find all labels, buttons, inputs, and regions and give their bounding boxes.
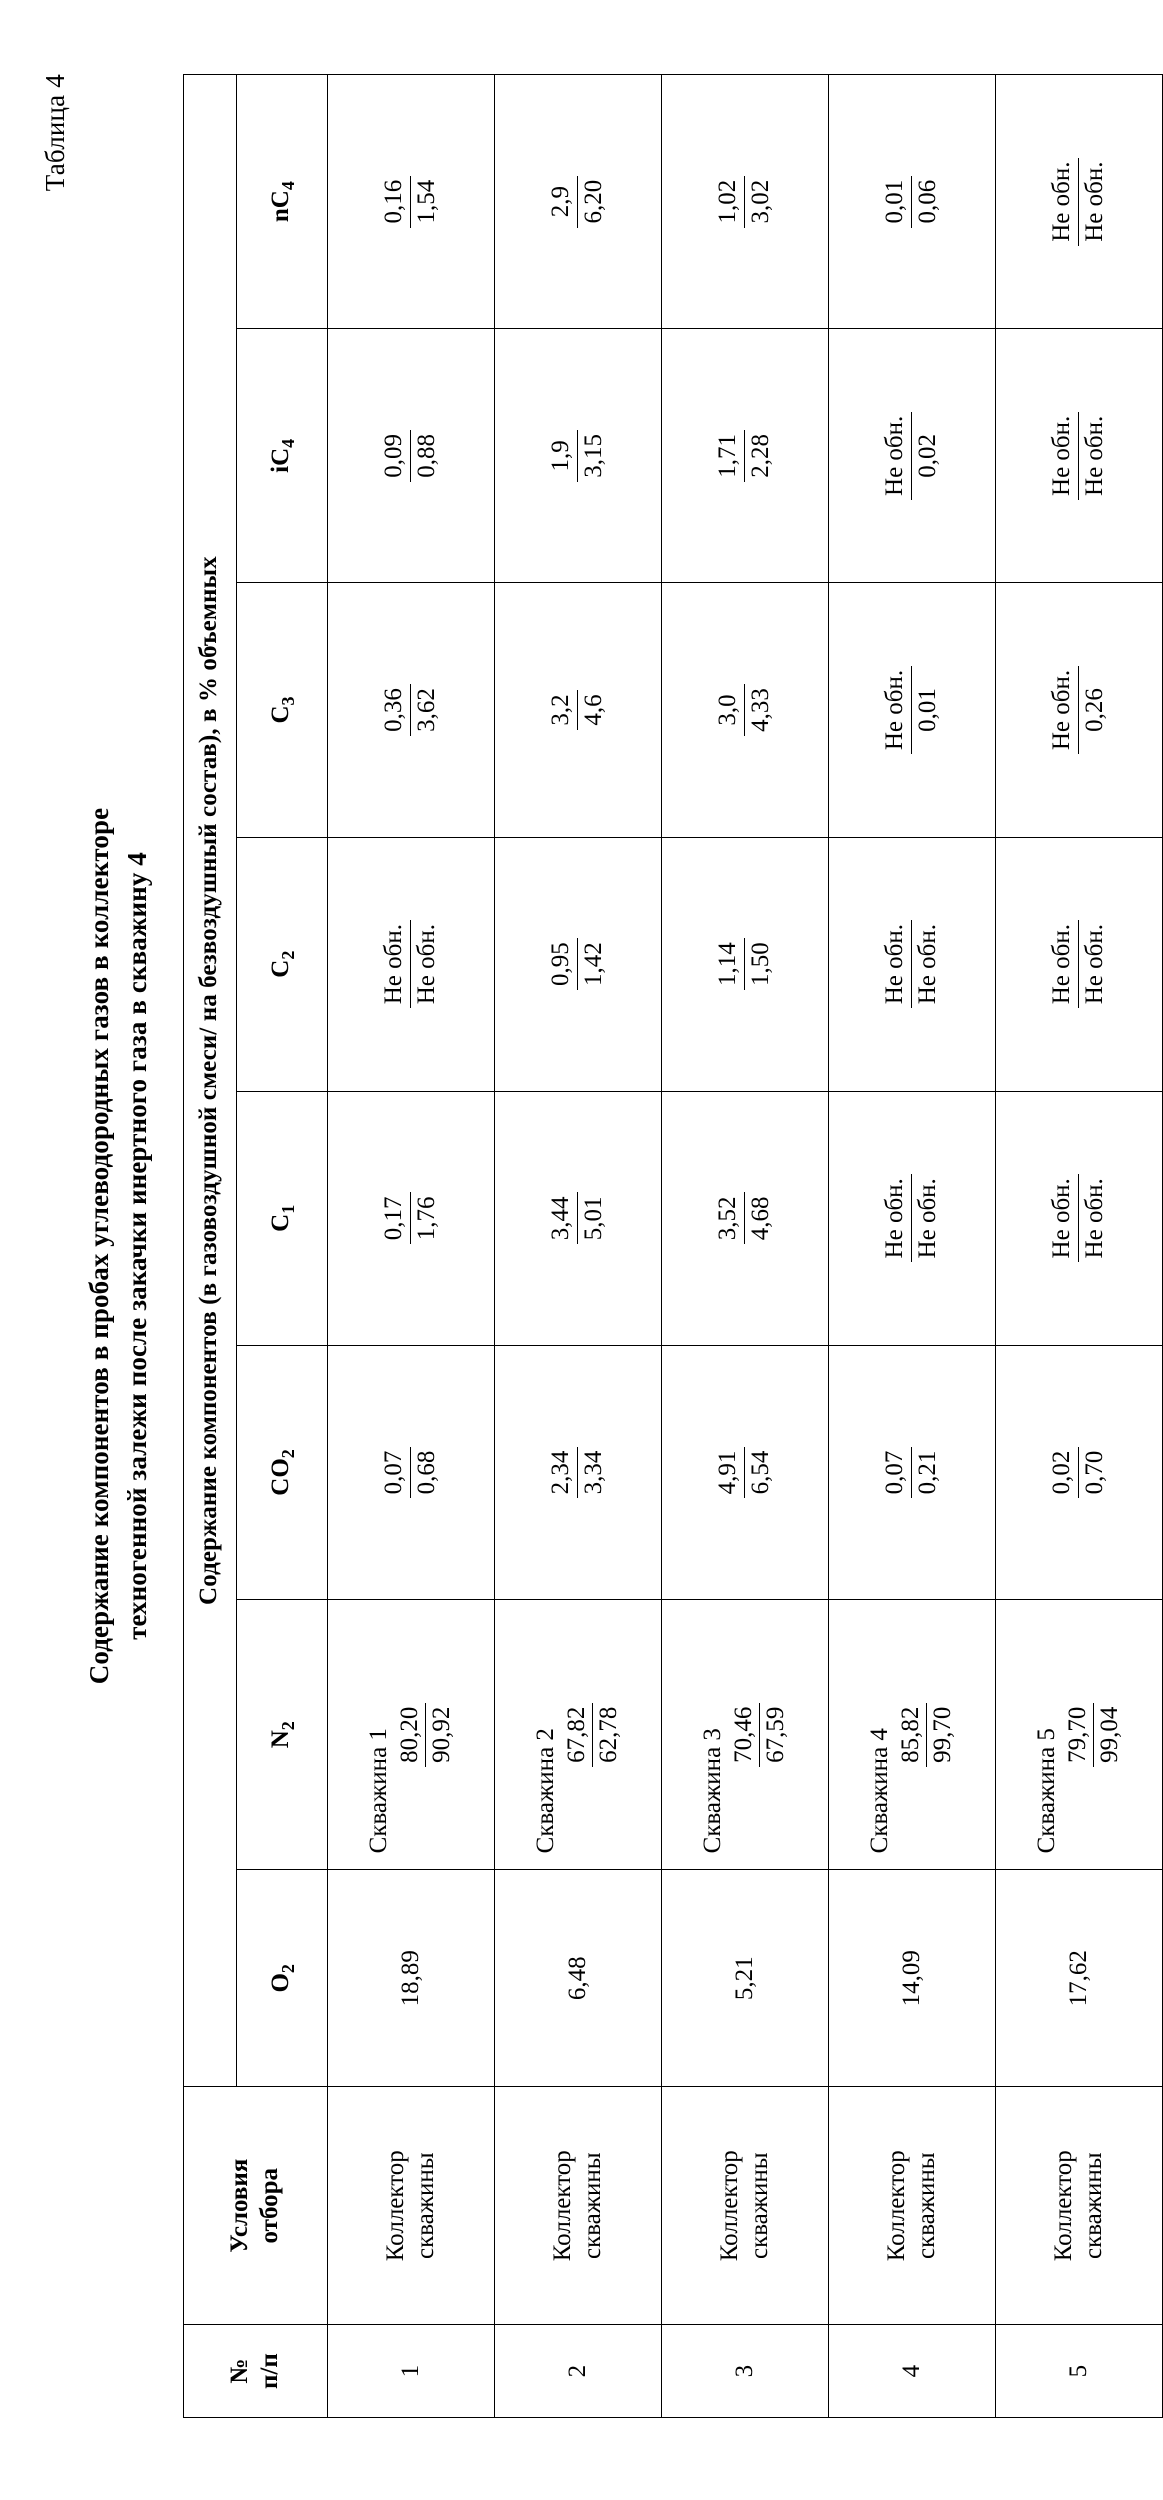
table-header-row [236, 75, 327, 2418]
header-ic4-sub: 4 [278, 438, 299, 448]
cell-o2-value: 14,09 [897, 1950, 925, 2007]
cell-nc4-fraction [1047, 158, 1109, 246]
cell-c3-mixture-value: 3,0 [713, 684, 745, 736]
well-label: Скважина 2 [531, 1728, 559, 1854]
cell-nc4 [327, 75, 494, 329]
cell-ic4 [661, 329, 828, 583]
well-label: Скважина 1 [364, 1728, 392, 1854]
cell-n2 [995, 1600, 1162, 1870]
cell-nc4-fraction [713, 176, 775, 228]
cell-n2-mixture-value: 79,70 [1063, 1703, 1095, 1767]
cell-c2-fraction [546, 938, 608, 990]
cell-ic4-fraction [379, 430, 441, 482]
cell-c2-mixture-value: 0,95 [546, 938, 578, 990]
cell-c2-fraction [880, 920, 942, 1008]
header-n2 [236, 1600, 327, 1870]
cell-ic4-airfree-value: 0,88 [412, 433, 440, 478]
cell-co2-mixture-value: 2,34 [546, 1447, 578, 1499]
cell-c3-fraction [713, 684, 775, 736]
header-c2-text: C [267, 959, 295, 978]
cell-nc4 [494, 75, 661, 329]
cell-nc4 [995, 75, 1162, 329]
cell-n2-fraction [1063, 1703, 1125, 1767]
cell-co2 [327, 1345, 494, 1599]
cell-row-number: 3 [661, 2325, 828, 2418]
cell-nc4-fraction [880, 176, 942, 228]
header-o2 [236, 1870, 327, 2087]
cell-n2-fraction [896, 1703, 958, 1767]
cell-c2 [494, 837, 661, 1091]
cell-c1-mixture-value: Не обн. [880, 1174, 912, 1262]
cell-c2-fraction [1047, 920, 1109, 1008]
cell-nc4-airfree-value: Не обн. [1080, 161, 1108, 242]
cell-ic4-mixture-value: 1,9 [546, 430, 578, 482]
header-n2-sub: 2 [278, 1721, 299, 1731]
cell-nc4-airfree-value: 3,02 [746, 179, 774, 224]
cell-c3 [494, 583, 661, 837]
page-title-line-2: техногенной залежи после закачки инертного газа в скважину 4 [122, 852, 153, 1640]
well-label: Скважина 4 [865, 1728, 893, 1854]
cell-conditions-line-2: скважины [745, 2152, 773, 2260]
header-nc4 [236, 75, 327, 329]
cell-ic4 [995, 329, 1162, 583]
cell-c1-fraction [880, 1174, 942, 1262]
cell-n2 [661, 1600, 828, 1870]
cell-nc4 [828, 75, 995, 329]
cell-co2-mixture-value: 0,07 [880, 1447, 912, 1499]
cell-co2-fraction [880, 1447, 942, 1499]
cell-c3 [995, 583, 1162, 837]
cell-o2 [661, 1870, 828, 2087]
cell-o2 [828, 1870, 995, 2087]
cell-c2-mixture-value: Не обн. [880, 920, 912, 1008]
cell-ic4-mixture-value: 1,71 [713, 430, 745, 482]
cell-c2-airfree-value: 1,42 [579, 942, 607, 987]
header-co2-text: CO [267, 1458, 295, 1496]
cell-row-number: 4 [828, 2325, 995, 2418]
cell-c1-airfree-value: Не обн. [913, 1178, 941, 1259]
cell-ic4-mixture-value: Не обн. [1047, 412, 1079, 500]
cell-conditions-line-2: скважины [578, 2152, 606, 2260]
cell-co2-mixture-value: 0,07 [379, 1447, 411, 1499]
cell-n2-airfree-value: 99,70 [929, 1706, 957, 1763]
table-header-group-row [183, 75, 236, 2418]
cell-co2-airfree-value: 0,70 [1080, 1450, 1108, 1495]
cell-ic4-mixture-value: 0,09 [379, 430, 411, 482]
cell-c1-airfree-value: 1,76 [412, 1196, 440, 1241]
cell-nc4-mixture-value: 2,9 [546, 176, 578, 228]
cell-ic4 [327, 329, 494, 583]
header-co2 [236, 1345, 327, 1599]
cell-c3-mixture-value: Не обн. [1047, 666, 1079, 754]
table-number-label: Таблица 4 [40, 74, 70, 192]
header-c3-text: C [267, 705, 295, 724]
cell-conditions [327, 2087, 494, 2325]
table-body [327, 75, 1162, 2418]
header-number-line-2: п/п [256, 2353, 284, 2389]
cell-conditions-line-1: Коллектор [381, 2150, 409, 2262]
cell-co2-fraction [379, 1447, 441, 1499]
cell-n2-airfree-value: 67,59 [762, 1706, 790, 1763]
cell-c1 [661, 1091, 828, 1345]
cell-ic4-airfree-value: 3,15 [579, 433, 607, 478]
cell-n2-fraction [729, 1703, 791, 1767]
cell-c3-fraction [880, 666, 942, 754]
header-ic4-text: iC [267, 447, 295, 473]
header-conditions-line-1: Условия [226, 2158, 254, 2253]
header-o2-text: O [267, 1973, 295, 1993]
cell-conditions [661, 2087, 828, 2325]
cell-o2-value: 6,48 [563, 1956, 591, 2001]
page-title-line-1: Содержание компонентов в пробах углеводородных газов в коллекторе [84, 807, 114, 1685]
header-c2-sub: 2 [278, 950, 299, 960]
cell-co2-airfree-value: 6,54 [746, 1450, 774, 1495]
cell-nc4-mixture-value: 0,01 [880, 176, 912, 228]
cell-nc4 [661, 75, 828, 329]
cell-nc4-fraction [546, 176, 608, 228]
cell-conditions-line-1: Коллектор [882, 2150, 910, 2262]
cell-c1 [327, 1091, 494, 1345]
header-n2-text: N [267, 1730, 295, 1749]
table-row [327, 75, 494, 2418]
cell-ic4 [828, 329, 995, 583]
cell-c3 [828, 583, 995, 837]
cell-n2-mixture-value: 70,46 [729, 1703, 761, 1767]
cell-c1-airfree-value: 5,01 [579, 1196, 607, 1241]
cell-c3 [327, 583, 494, 837]
cell-n2-airfree-value: 90,92 [428, 1706, 456, 1763]
cell-co2-fraction [1047, 1447, 1109, 1499]
cell-ic4-mixture-value: Не обн. [880, 412, 912, 500]
header-c1-text: C [267, 1213, 295, 1232]
table-row [828, 75, 995, 2418]
cell-c2-mixture-value: 1,14 [713, 938, 745, 990]
cell-conditions-line-2: скважины [1079, 2152, 1107, 2260]
data-table [183, 74, 1163, 2418]
cell-ic4-fraction [713, 430, 775, 482]
header-c3-sub: 3 [278, 696, 299, 706]
cell-conditions-line-1: Коллектор [548, 2150, 576, 2262]
cell-nc4-airfree-value: 1,54 [412, 179, 440, 224]
well-label: Скважина 3 [698, 1728, 726, 1854]
cell-row-number: 1 [327, 2325, 494, 2418]
cell-n2-mixture-value: 80,20 [395, 1703, 427, 1767]
cell-n2-mixture-value: 85,82 [896, 1703, 928, 1767]
cell-ic4-airfree-value: 2,28 [746, 433, 774, 478]
cell-c2-airfree-value: Не обн. [412, 924, 440, 1005]
cell-c3-airfree-value: 3,62 [412, 688, 440, 732]
cell-c1-mixture-value: Не обн. [1047, 1174, 1079, 1262]
cell-c1 [828, 1091, 995, 1345]
table-row [995, 75, 1162, 2418]
cell-n2-fraction [395, 1703, 457, 1767]
cell-conditions-line-2: скважины [411, 2152, 439, 2260]
cell-c2 [828, 837, 995, 1091]
header-conditions-line-2: отбора [256, 2167, 284, 2244]
cell-co2-mixture-value: 0,02 [1047, 1447, 1079, 1499]
page-title [80, 426, 157, 2066]
cell-co2-airfree-value: 0,68 [412, 1450, 440, 1495]
cell-c3-fraction [379, 684, 441, 736]
cell-c2 [995, 837, 1162, 1091]
cell-c3-fraction [1047, 666, 1109, 754]
cell-nc4-airfree-value: 0,06 [913, 179, 941, 224]
cell-n2-airfree-value: 62,78 [595, 1706, 623, 1763]
header-c3 [236, 583, 327, 837]
cell-c2-airfree-value: Не обн. [913, 924, 941, 1005]
cell-nc4-mixture-value: 0,16 [379, 176, 411, 228]
cell-nc4-mixture-value: Не обн. [1047, 158, 1079, 246]
cell-c2 [327, 837, 494, 1091]
cell-c3-airfree-value: 4,6 [579, 694, 607, 726]
table-row [494, 75, 661, 2418]
cell-ic4-fraction [1047, 412, 1109, 500]
cell-row-number: 2 [494, 2325, 661, 2418]
cell-c1 [494, 1091, 661, 1345]
cell-c2-fraction [379, 920, 441, 1008]
cell-n2 [327, 1600, 494, 1870]
header-ic4 [236, 329, 327, 583]
cell-co2 [828, 1345, 995, 1599]
header-c1-sub: 1 [278, 1204, 299, 1214]
header-nc4-sub: 4 [278, 181, 299, 191]
cell-c1-fraction [546, 1192, 608, 1244]
cell-c2-airfree-value: Не обн. [1080, 924, 1108, 1005]
cell-c3-fraction [546, 690, 608, 729]
well-label: Скважина 5 [1032, 1728, 1060, 1854]
cell-c1 [995, 1091, 1162, 1345]
cell-conditions-line-1: Коллектор [1049, 2150, 1077, 2262]
cell-co2-airfree-value: 3,34 [579, 1450, 607, 1495]
cell-n2-fraction [562, 1703, 624, 1767]
cell-co2 [661, 1345, 828, 1599]
cell-o2-value: 18,89 [396, 1950, 424, 2007]
cell-conditions-line-1: Коллектор [715, 2150, 743, 2262]
cell-c1-mixture-value: 3,44 [546, 1192, 578, 1244]
cell-conditions [828, 2087, 995, 2325]
cell-c3-mixture-value: 3,2 [546, 690, 578, 729]
cell-nc4-fraction [379, 176, 441, 228]
cell-co2-fraction [546, 1447, 608, 1499]
cell-conditions [995, 2087, 1162, 2325]
cell-c2 [661, 837, 828, 1091]
cell-c3 [661, 583, 828, 837]
cell-c2-mixture-value: Не обн. [1047, 920, 1079, 1008]
cell-n2-mixture-value: 67,82 [562, 1703, 594, 1767]
header-conditions [183, 2087, 327, 2325]
header-o2-sub: 2 [278, 1964, 299, 1974]
cell-c3-mixture-value: 0,36 [379, 684, 411, 736]
cell-n2 [494, 1600, 661, 1870]
cell-nc4-airfree-value: 6,20 [579, 179, 607, 224]
cell-conditions [494, 2087, 661, 2325]
cell-c1-fraction [379, 1192, 441, 1244]
cell-n2 [828, 1600, 995, 1870]
cell-c1-fraction [713, 1192, 775, 1244]
cell-c2-airfree-value: 1,50 [746, 942, 774, 987]
header-number [183, 2325, 327, 2418]
cell-c3-airfree-value: 0,26 [1080, 688, 1108, 732]
cell-co2-airfree-value: 0,21 [913, 1450, 941, 1495]
header-composition-group: Содержание компонентов (в газовоздушной смеси/ на безвоздушный состав), в % объемных [183, 75, 236, 2087]
cell-ic4-fraction [880, 412, 942, 500]
cell-co2-fraction [713, 1447, 775, 1499]
header-c2 [236, 837, 327, 1091]
cell-o2-value: 5,21 [730, 1956, 758, 2001]
cell-ic4-fraction [546, 430, 608, 482]
header-co2-sub: 2 [278, 1449, 299, 1459]
table-row [661, 75, 828, 2418]
header-nc4-text: nC [267, 190, 295, 223]
cell-o2-value: 17,62 [1064, 1950, 1092, 2007]
cell-ic4-airfree-value: 0,02 [913, 433, 941, 478]
cell-ic4 [494, 329, 661, 583]
cell-c3-airfree-value: 0,01 [913, 688, 941, 732]
header-number-line-1: № [226, 2358, 254, 2384]
cell-c1-fraction [1047, 1174, 1109, 1262]
cell-c1-mixture-value: 3,52 [713, 1192, 745, 1244]
cell-co2 [995, 1345, 1162, 1599]
cell-o2 [995, 1870, 1162, 2087]
cell-c1-airfree-value: Не обн. [1080, 1178, 1108, 1259]
cell-ic4-airfree-value: Не обн. [1080, 415, 1108, 496]
cell-n2-airfree-value: 99,04 [1096, 1706, 1124, 1763]
header-c1 [236, 1091, 327, 1345]
cell-c3-mixture-value: Не обн. [880, 666, 912, 754]
cell-o2 [327, 1870, 494, 2087]
cell-co2-mixture-value: 4,91 [713, 1447, 745, 1499]
cell-c1-airfree-value: 4,68 [746, 1196, 774, 1241]
cell-c3-airfree-value: 4,33 [746, 688, 774, 732]
cell-co2 [494, 1345, 661, 1599]
cell-c1-mixture-value: 0,17 [379, 1192, 411, 1244]
cell-o2 [494, 1870, 661, 2087]
cell-c2-mixture-value: Не обн. [379, 920, 411, 1008]
cell-conditions-line-2: скважины [912, 2152, 940, 2260]
cell-row-number: 5 [995, 2325, 1162, 2418]
cell-nc4-mixture-value: 1,02 [713, 176, 745, 228]
cell-c2-fraction [713, 938, 775, 990]
